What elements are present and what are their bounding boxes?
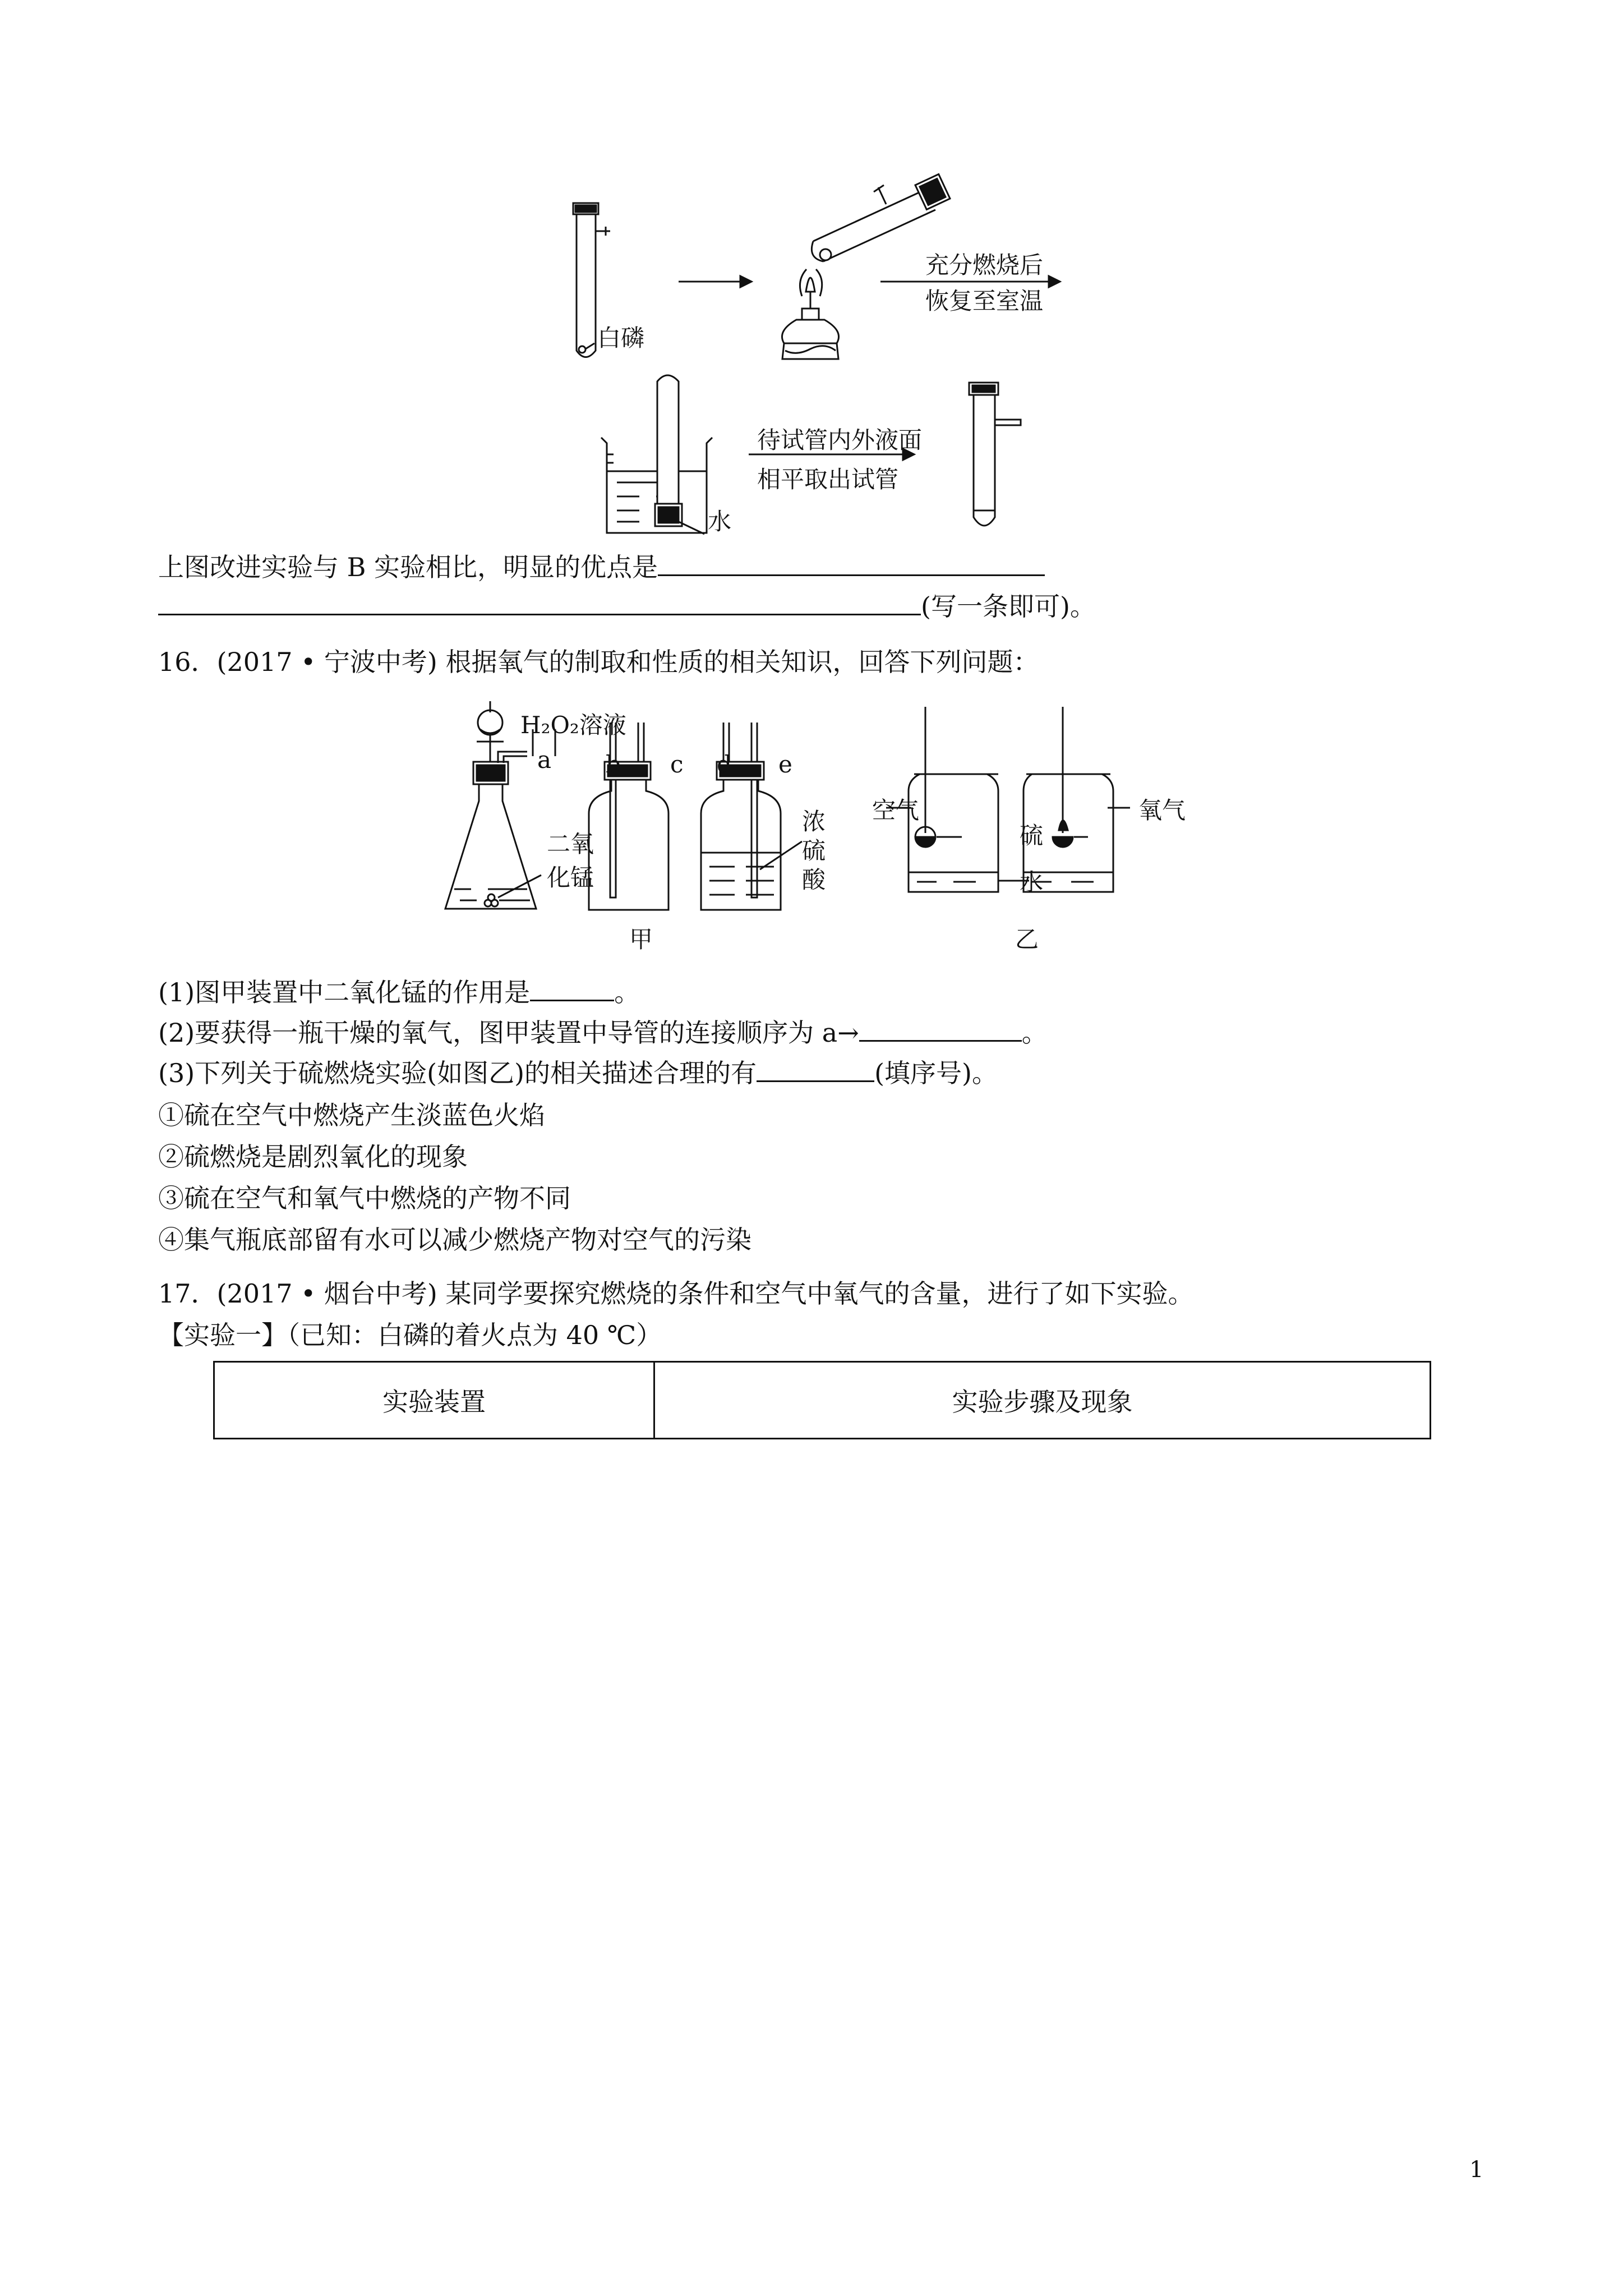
label-arrow1-line2: 恢复至室温	[925, 287, 1044, 315]
q15-figure-bottom	[594, 370, 1099, 544]
label-h2o2: H₂O₂溶液	[520, 711, 626, 739]
q15-text-line2	[158, 589, 1096, 623]
q16-sub1-end: 。	[614, 977, 640, 1007]
q16-stem: 16．(2017 • 宁波中考) 根据氧气的制取和性质的相关知识，回答下列问题：	[158, 647, 1039, 677]
q16-option-3: ③硫在空气和氧气中燃烧的产物不同	[158, 1183, 571, 1213]
q16-sub3-end: (填序号)。	[874, 1058, 998, 1088]
q16-sub2-end: 。	[1021, 1018, 1048, 1048]
q16-option-2: ②硫燃烧是剧烈氧化的现象	[158, 1142, 468, 1172]
table-header-apparatus: 实验装置	[214, 1362, 654, 1439]
q16-sub2-text: (2)要获得一瓶干燥的氧气，图甲装置中导管的连接顺序为 a→	[158, 1018, 859, 1048]
label-a: a	[537, 746, 552, 774]
q15-answer-blank-1[interactable]	[658, 550, 1045, 576]
q16-sub2	[158, 1015, 1048, 1050]
label-water-yi: 水	[1020, 868, 1044, 896]
label-acid-2: 硫	[802, 837, 826, 864]
page-number: 1	[1469, 2157, 1484, 2183]
q16-option-1: ①硫在空气中燃烧产生淡蓝色火焰	[158, 1100, 545, 1130]
q16-sub1-blank[interactable]	[530, 975, 614, 1001]
label-acid-3: 酸	[802, 866, 826, 894]
q15-text-line1	[158, 550, 1045, 584]
q16-sub1	[158, 975, 640, 1009]
label-e: e	[778, 751, 792, 778]
q17-stem: 17．(2017 • 烟台中考) 某同学要探究燃烧的条件和空气中氧气的含量，进行了如下实验。	[158, 1278, 1194, 1309]
label-jia: 甲	[629, 926, 653, 953]
q16-option-4: ④集气瓶底部留有水可以减少燃烧产物对空气的污染	[158, 1225, 751, 1255]
q15-line2-suffix: (写一条即可)。	[921, 591, 1096, 622]
label-c: c	[670, 751, 684, 778]
table-header-row	[214, 1362, 1431, 1439]
q16-sub2-blank[interactable]	[859, 1015, 1022, 1042]
label-b: b	[606, 751, 621, 778]
label-oxygen: 氧气	[1138, 797, 1186, 824]
label-acid-1: 浓	[802, 808, 826, 835]
q16-sub3	[158, 1056, 998, 1090]
label-d: d	[717, 751, 732, 778]
label-mno2-2: 化锰	[547, 864, 594, 891]
label-water-beaker: 水	[708, 508, 732, 535]
label-white-phosphorus: 白磷	[597, 324, 645, 352]
label-mno2-1: 二氧	[547, 830, 594, 858]
label-yi: 乙	[1015, 926, 1039, 953]
label-arrow2-line1: 待试管内外液面	[757, 426, 923, 454]
label-arrow2-line2: 相平取出试管	[757, 466, 899, 493]
q17-experiment1: 【实验一】（已知：白磷的着火点为 40 ℃）	[158, 1320, 662, 1350]
q17-table	[213, 1361, 1431, 1439]
label-air: 空气	[872, 797, 920, 824]
q15-prompt: 上图改进实验与 B 实验相比，明显的优点是	[158, 552, 658, 582]
q16-sub3-text: (3)下列关于硫燃烧实验(如图乙)的相关描述合理的有	[158, 1058, 757, 1088]
q16-sub1-text: (1)图甲装置中二氧化锰的作用是	[158, 977, 531, 1007]
q15-answer-blank-2[interactable]	[158, 589, 921, 615]
table-header-steps: 实验步骤及现象	[654, 1362, 1431, 1439]
label-sulfur: 硫	[1020, 822, 1044, 849]
q16-sub3-blank[interactable]	[757, 1056, 874, 1082]
label-arrow1-line1: 充分燃烧后	[925, 251, 1044, 279]
